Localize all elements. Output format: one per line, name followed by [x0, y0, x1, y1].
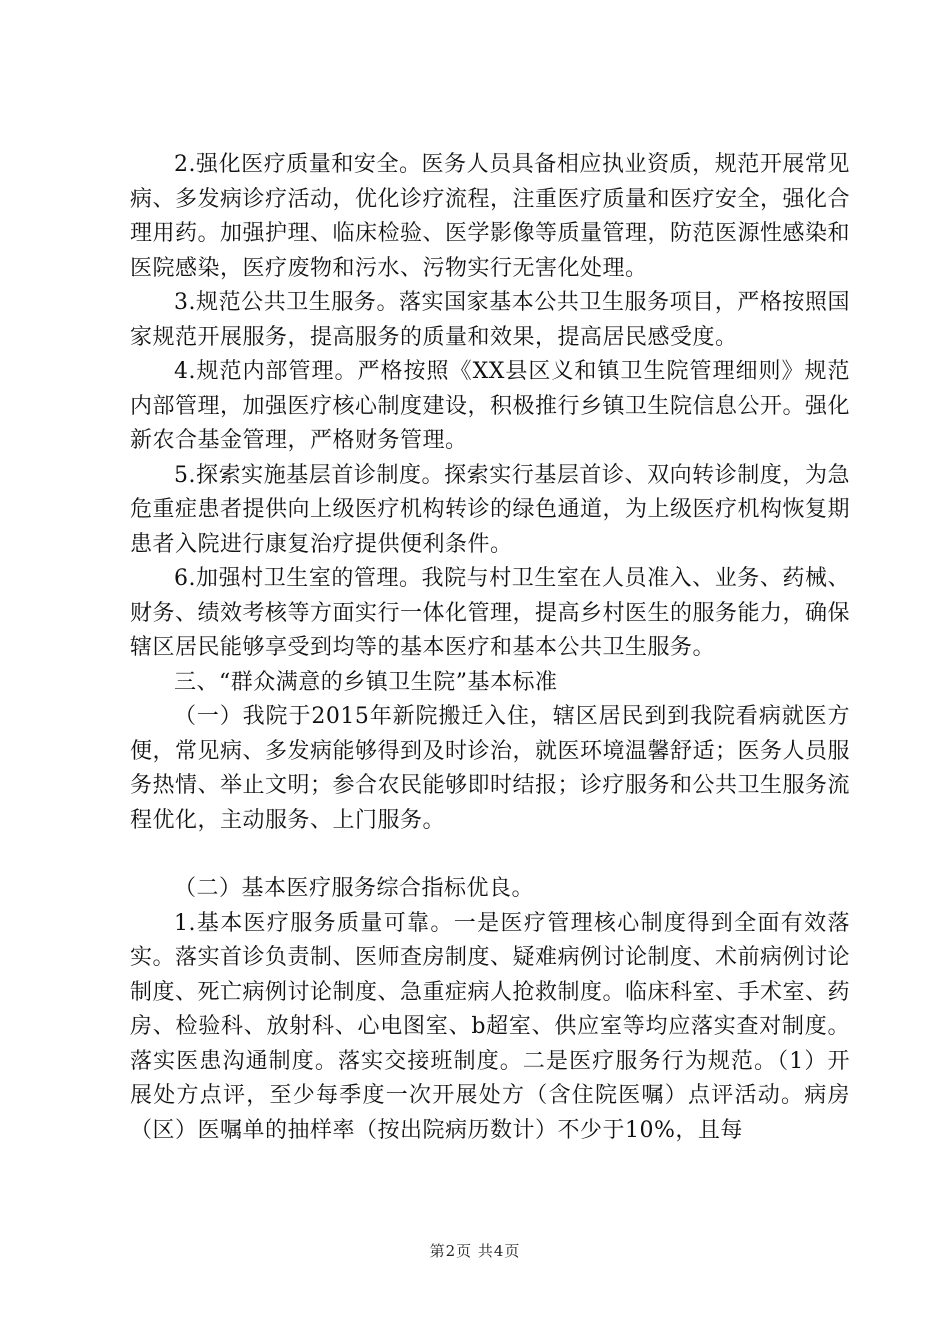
paragraph-item-4: 4.规范内部管理。严格按照《XX县区义和镇卫生院管理细则》规范内部管理，加强医疗核心制度建设，积极推行乡镇卫生院信息公开。强化新农合基金管理，严格财务管理。	[130, 359, 851, 453]
paragraph-item-5: 5.探索实施基层首诊制度。探索实行基层首诊、双向转诊制度，为急危重症患者提供向上级医疗机构转诊的绿色通道，为上级医疗机构恢复期患者入院进行康复治疗提供便利条件。	[130, 462, 851, 557]
paragraph-item-1-quality: 1.基本医疗服务质量可靠。一是医疗管理核心制度得到全面有效落实。落实首诊负责制、医师查房制度、疑难病例讨论制度、术前病例讨论制度、死亡病例讨论制度、急重症病人抢救制度。临床科室、手术室、药房、检验科、放射科、心电图室、b超室、供应室等均应落实查对制度。落实医患沟通制度。落实交接班制度。二是医疗服务行为规范。（1）开展处方点评，至少每季度一次开展处方（含住院医嘱）点评活动。病房（区）医嘱单的抽样率（按出院病历数计）不少于10%，且每	[130, 910, 851, 1143]
page-number-footer: 第2页 共4页	[429, 1242, 521, 1260]
subsection-heading-2: （二）基本医疗服务综合指标优良。	[174, 876, 535, 901]
section-heading-3: 三、“群众满意的乡镇卫生院”基本标准	[174, 669, 558, 695]
paragraph-item-6: 6.加强村卫生室的管理。我院与村卫生室在人员准入、业务、药械、财务、绩效考核等方面实行一体化管理，提高乡村医生的服务能力，确保辖区居民能够享受到均等的基本医疗和基本公共卫生服务。	[130, 566, 851, 660]
paragraph-subsection-1: （一）我院于2015年新院搬迁入住，辖区居民到到我院看病就医方便，常见病、多发病能够得到及时诊治，就医环境温馨舒适；医务人员服务热情、举止文明；参合农民能够即时结报；诊疗服务和公共卫生服务流程优化，主动服务、上门服务。	[130, 704, 851, 833]
paragraph-item-3: 3.规范公共卫生服务。落实国家基本公共卫生服务项目，严格按照国家规范开展服务，提高服务的质量和效果，提高居民感受度。	[130, 290, 850, 350]
paragraph-item-2: 2.强化医疗质量和安全。医务人员具备相应执业资质，规范开展常见病、多发病诊疗活动，优化诊疗流程，注重医疗质量和医疗安全，强化合理用药。加强护理、临床检验、医学影像等质量管理，防范医源性感染和医院感染，医疗废物和污水、污物实行无害化处理。	[130, 152, 851, 281]
document-body	[130, 148, 850, 1148]
